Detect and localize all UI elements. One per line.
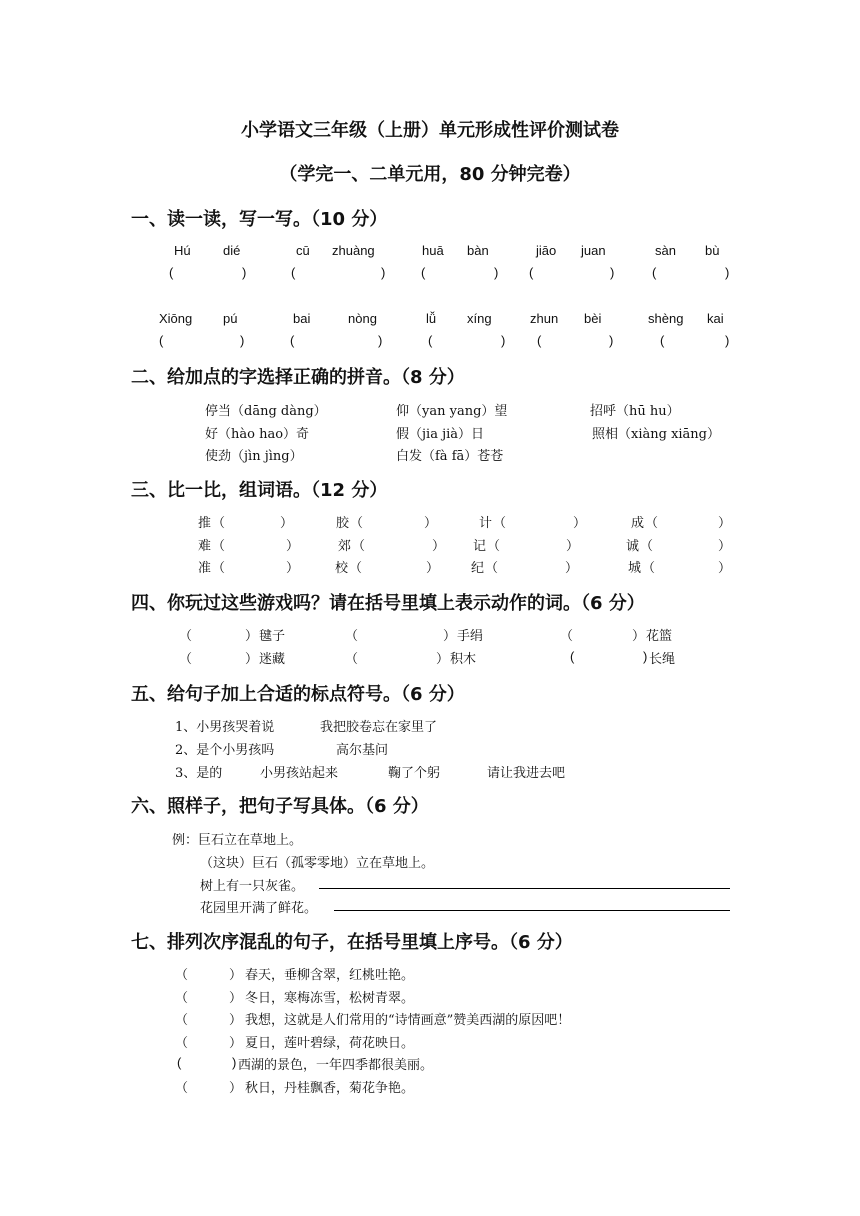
game-word: 手绢 [457,629,484,644]
pinyin: dié [223,243,241,258]
answer-open-paren[interactable]: ( [159,333,164,348]
section-5-heading: 五、给句子加上合适的标点符号。（6 分） [131,684,465,705]
answer-open-paren[interactable]: ( [177,1055,182,1070]
answer-close-paren[interactable]: ) [610,265,615,280]
answer-open-paren[interactable]: （ [350,516,364,531]
sentence-part: 鞠了个躬 [388,766,441,781]
pinyin: lǚ [426,311,437,326]
word-char: 诚 [626,539,640,554]
answer-close-paren[interactable]: ） [229,991,243,1006]
word-char: 城 [628,561,642,576]
game-word: 毽子 [259,629,286,644]
answer-open-paren[interactable]: ( [291,265,296,280]
answer-line[interactable] [319,888,730,889]
answer-close-paren[interactable]: ） [426,561,440,576]
sentence: 秋日，丹桂飘香，菊花争艳。 [245,1081,415,1096]
section-7-heading: 七、排列次序混乱的句子，在括号里填上序号。（6 分） [131,932,573,953]
answer-open-paren[interactable]: ( [428,333,433,348]
game-word: 长绳 [649,652,676,667]
answer-open-paren[interactable]: （ [212,516,226,531]
sentence-part: 我把胶卷忘在家里了 [320,720,438,735]
word-char: 校 [335,561,349,576]
answer-open-paren[interactable]: （ [487,539,501,554]
answer-open-paren[interactable]: （ [179,652,193,667]
answer-open-paren[interactable]: ( [570,649,575,664]
sentence: 西湖的景色，一年四季都很美丽。 [238,1058,434,1073]
choice-item[interactable]: 好（hào hao）奇 [205,427,310,442]
answer-close-paren[interactable]: ) [609,333,614,348]
answer-open-paren[interactable]: ( [290,333,295,348]
section-6-heading: 六、照样子，把句子写具体。（6 分） [131,796,429,817]
answer-close-paren[interactable]: ） [286,561,300,576]
choice-item[interactable]: 停当（dāng dàng） [205,404,327,419]
page-subtitle: （学完一、二单元用，80 分钟完卷） [279,164,581,185]
pinyin: cū [296,243,310,258]
question-sentence: 树上有一只灰雀。 [200,879,305,894]
pinyin: zhun [530,311,559,326]
answer-open-paren[interactable]: （ [352,539,366,554]
sentence-part: 1、小男孩哭着说 [175,720,275,735]
answer-open-paren[interactable]: （ [175,991,189,1006]
answer-close-paren[interactable]: ） [229,968,243,983]
sentence-part: 3、是的 [175,766,223,781]
pinyin: shèng [648,311,684,326]
section-2-heading: 二、给加点的字选择正确的拼音。（8 分） [131,367,465,388]
pinyin: zhuàng [332,243,375,258]
pinyin: huā [422,243,444,258]
pinyin: xíng [467,311,492,326]
pinyin: kai [707,311,724,326]
answer-close-paren[interactable]: ） [632,629,646,644]
answer-open-paren[interactable]: （ [175,1081,189,1096]
pinyin: bai [293,311,311,326]
word-char: 纪 [471,561,485,576]
pinyin: bèi [584,311,602,326]
answer-close-paren[interactable]: ） [286,539,300,554]
pinyin: Xiōng [159,311,193,326]
sentence: 冬日，寒梅冻雪，松树青翠。 [245,991,415,1006]
answer-close-paren[interactable]: ） [565,561,579,576]
pinyin: bù [705,243,720,258]
answer-close-paren[interactable]: ） [245,652,259,667]
section-3-heading: 三、比一比，组词语。（12 分） [131,480,388,501]
pinyin: juan [581,243,606,258]
answer-open-paren[interactable]: （ [485,561,499,576]
game-word: 迷藏 [259,652,286,667]
answer-close-paren[interactable]: ） [443,629,457,644]
word-char: 记 [473,539,487,554]
choice-item[interactable]: 仰（yan yang）望 [396,404,508,419]
example-sentence: 例：巨石立在草地上。 [172,833,303,848]
pinyin: nòng [348,311,377,326]
answer-close-paren[interactable]: ） [229,1036,243,1051]
word-char: 难 [198,539,212,554]
sentence-part: 高尔基问 [336,743,389,758]
choice-item[interactable]: 照相（xiàng xiāng） [592,427,721,442]
answer-close-paren[interactable]: ) [725,333,730,348]
sentence-part: 请让我进去吧 [487,766,566,781]
answer-open-paren[interactable]: （ [349,561,363,576]
answer-close-paren[interactable]: ） [229,1081,243,1096]
choice-item[interactable]: 假（jia jià）日 [396,427,485,442]
answer-open-paren[interactable]: ( [529,265,534,280]
answer-close-paren[interactable]: ） [566,539,580,554]
choice-item[interactable]: 白发（fà fā）苍苍 [396,449,504,464]
pinyin: bàn [467,243,489,258]
answer-close-paren[interactable]: ） [432,539,446,554]
answer-open-paren[interactable]: （ [640,539,654,554]
answer-close-paren[interactable]: ) [643,649,648,664]
answer-close-paren[interactable]: ） [436,652,450,667]
answer-open-paren[interactable]: ( [421,265,426,280]
sentence: 我想，这就是人们常用的“诗情画意”赞美西湖的原因吧！ [245,1013,571,1028]
answer-close-paren[interactable]: ) [232,1055,237,1070]
answer-close-paren[interactable]: ） [245,629,259,644]
answer-close-paren[interactable]: ） [229,1013,243,1028]
sentence-part: 小男孩站起来 [260,766,339,781]
answer-open-paren[interactable]: （ [560,629,574,644]
answer-close-paren[interactable]: ） [280,516,294,531]
answer-close-paren[interactable]: ) [242,265,247,280]
answer-open-paren[interactable]: （ [179,629,193,644]
pinyin: sàn [655,243,676,258]
sentence-part: 2、是个小男孩吗 [175,743,275,758]
answer-close-paren[interactable]: ） [573,516,587,531]
answer-open-paren[interactable]: （ [345,652,359,667]
word-char: 推 [198,516,212,531]
answer-close-paren[interactable]: ) [501,333,506,348]
answer-open-paren[interactable]: ( [652,265,657,280]
choice-item[interactable]: 招呼（hū hu） [590,404,680,419]
answer-open-paren[interactable]: （ [642,561,656,576]
pinyin: pú [223,311,238,326]
answer-open-paren[interactable]: （ [175,1013,189,1028]
word-char: 郊 [338,539,352,554]
answer-close-paren[interactable]: ) [240,333,245,348]
answer-open-paren[interactable]: （ [212,539,226,554]
answer-close-paren[interactable]: ) [494,265,499,280]
question-sentence: 花园里开满了鲜花。 [200,901,318,916]
answer-close-paren[interactable]: ） [718,561,732,576]
sentence: 春天，垂柳含翠，红桃吐艳。 [245,968,415,983]
answer-open-paren[interactable]: （ [345,629,359,644]
answer-open-paren[interactable]: （ [212,561,226,576]
answer-open-paren[interactable]: ( [537,333,542,348]
answer-open-paren[interactable]: （ [645,516,659,531]
game-word: 花篮 [646,629,673,644]
answer-close-paren[interactable]: ) [725,265,730,280]
answer-close-paren[interactable]: ） [424,516,438,531]
section-1-heading: 一、读一读，写一写。（10 分） [131,209,388,230]
answer-open-paren[interactable]: （ [493,516,507,531]
page-title: 小学语文三年级（上册）单元形成性评价测试卷 [241,120,619,141]
word-char: 准 [198,561,212,576]
answer-close-paren[interactable]: ） [718,539,732,554]
pinyin: Hú [174,243,191,258]
answer-close-paren[interactable]: ) [378,333,383,348]
sentence: 夏日，莲叶碧绿，荷花映日。 [245,1036,415,1051]
answer-close-paren[interactable]: ） [718,516,732,531]
game-word: 积木 [450,652,477,667]
example-answer: （这块）巨石（孤零零地）立在草地上。 [200,856,435,871]
answer-close-paren[interactable]: ) [381,265,386,280]
answer-open-paren[interactable]: ( [169,265,174,280]
section-4-heading: 四、你玩过这些游戏吗？请在括号里填上表示动作的词。（6 分） [131,593,645,614]
answer-open-paren[interactable]: （ [175,1036,189,1051]
answer-open-paren[interactable]: ( [660,333,665,348]
word-char: 成 [631,516,645,531]
word-char: 胶 [336,516,350,531]
answer-open-paren[interactable]: （ [175,968,189,983]
pinyin: jiāo [536,243,557,258]
word-char: 计 [479,516,493,531]
answer-line[interactable] [334,910,730,911]
choice-item[interactable]: 使劲（jìn jìng） [205,449,303,464]
